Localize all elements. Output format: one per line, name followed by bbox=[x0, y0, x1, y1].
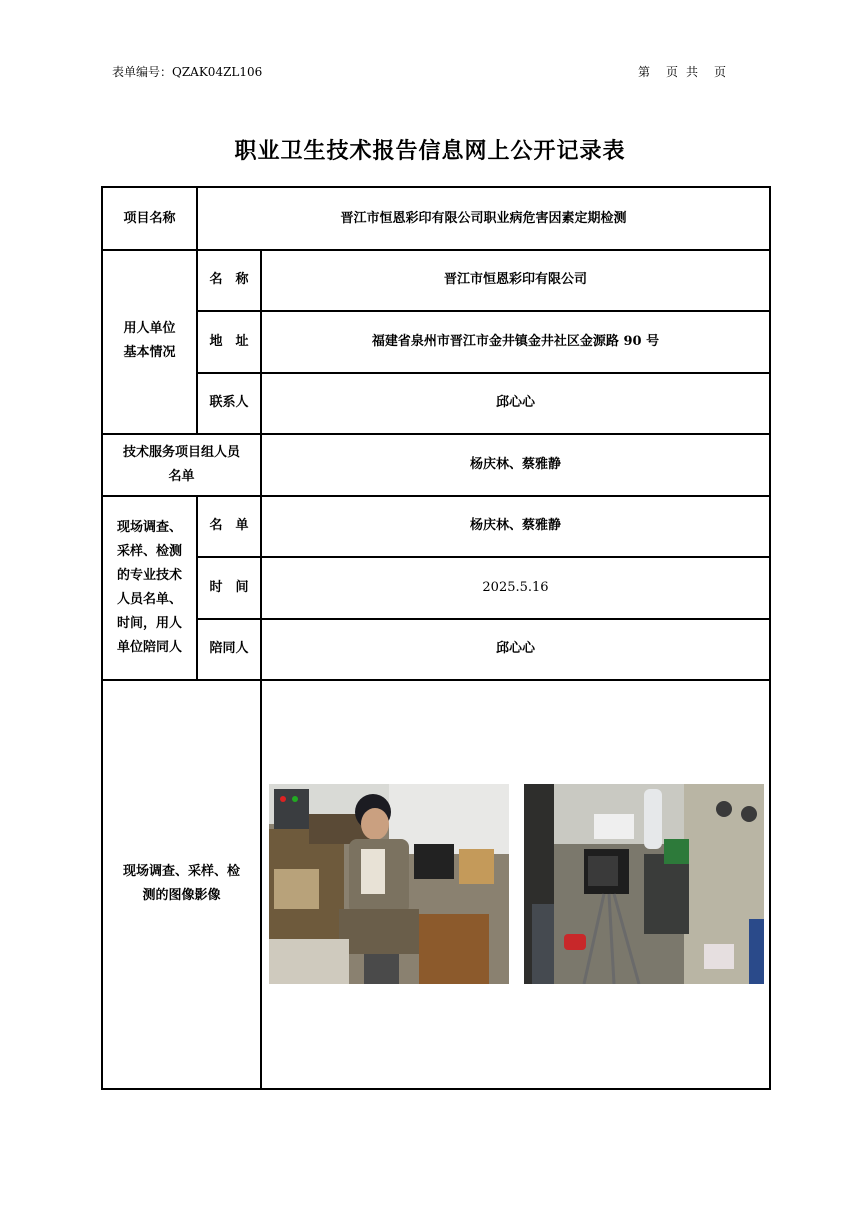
page-ye: 页 bbox=[666, 65, 679, 79]
record-table bbox=[101, 186, 771, 1090]
page-count bbox=[638, 63, 726, 80]
name-label: 名 称 bbox=[209, 271, 249, 287]
staff-value: 杨庆林、蔡雅静 bbox=[469, 518, 561, 533]
page-ye-total: 页 bbox=[714, 65, 727, 79]
contact-value: 邱心心 bbox=[495, 395, 535, 410]
team-label-line1: 技术服务项目组人员 bbox=[122, 444, 240, 460]
site-photo-2-image bbox=[524, 784, 764, 984]
form-number: 表单编号：QZAK04ZL106 bbox=[112, 65, 263, 79]
contact-label: 联系人 bbox=[209, 395, 249, 410]
survey-label-line: 单位陪同人 bbox=[116, 639, 182, 655]
employer-label-line1: 用人单位 bbox=[123, 321, 176, 336]
employer-label-line2: 基本情况 bbox=[123, 345, 176, 360]
name-value: 晋江市恒恩彩印有限公司 bbox=[443, 271, 587, 287]
survey-label-line: 的专业技术 bbox=[116, 567, 182, 583]
survey-label-line: 现场调查、 bbox=[116, 519, 182, 535]
site-photo-2 bbox=[524, 784, 764, 984]
time-label: 时 间 bbox=[209, 579, 249, 595]
project-name-label: 项目名称 bbox=[123, 210, 176, 226]
images-label-line1: 现场调查、采样、检 bbox=[122, 864, 240, 879]
time-value: 2025.5.16 bbox=[482, 579, 549, 595]
survey-label-line: 时间，用人 bbox=[116, 615, 182, 631]
team-label bbox=[103, 434, 260, 495]
employer-label bbox=[103, 249, 196, 433]
project-name-value: 晋江市恒恩彩印有限公司职业病危害因素定期检测 bbox=[340, 210, 627, 226]
team-value: 杨庆林、蔡雅静 bbox=[469, 456, 561, 472]
images-label-line2: 测的图像影像 bbox=[142, 888, 221, 903]
page-title: 职业卫生技术报告信息网上公开记录表 bbox=[234, 138, 626, 164]
survey-label bbox=[103, 496, 196, 679]
staff-label: 名 单 bbox=[209, 518, 249, 533]
escort-value: 邱心心 bbox=[495, 641, 535, 656]
address-label: 地 址 bbox=[209, 333, 249, 349]
images-label bbox=[103, 680, 260, 1088]
address-value: 福建省泉州市晋江市金井镇金井社区金源路 90 号 bbox=[371, 333, 660, 349]
page-di: 第 bbox=[638, 65, 651, 79]
page-gong: 共 bbox=[686, 65, 699, 79]
team-label-line2: 名单 bbox=[168, 468, 195, 484]
survey-label-line: 采样、检测 bbox=[116, 543, 182, 559]
escort-label: 陪同人 bbox=[209, 641, 249, 656]
site-photo-1-image bbox=[269, 784, 509, 984]
survey-label-line: 人员名单、 bbox=[116, 591, 182, 607]
site-photo-1 bbox=[269, 784, 509, 984]
